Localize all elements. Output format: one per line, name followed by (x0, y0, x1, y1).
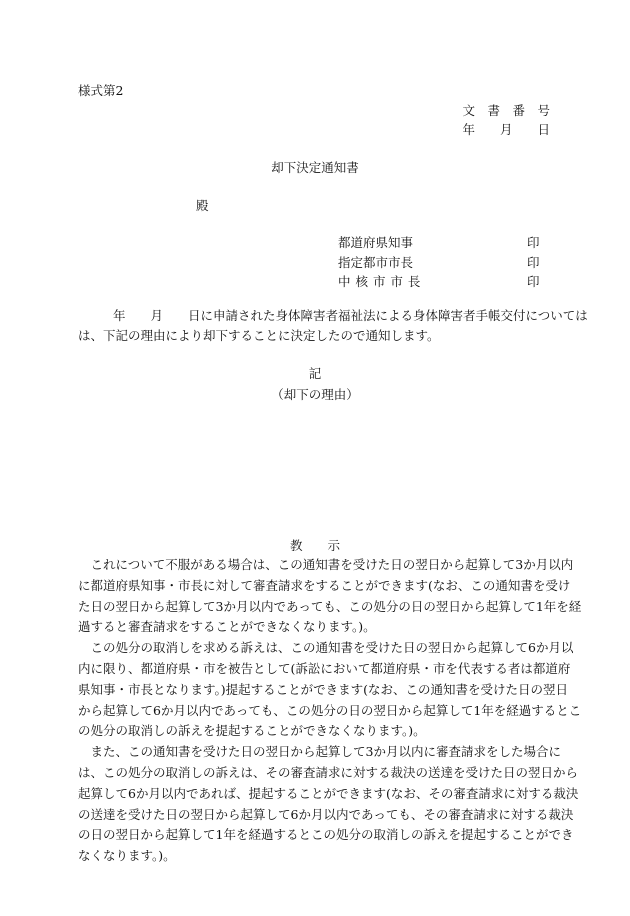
seal-mark: 印 (527, 255, 540, 270)
instruction-line: から起算して6か月以内であっても、この処分の日の翌日から起算して1年を経過するとこ (78, 702, 582, 718)
issuer-name: 都道府県知事 (338, 235, 414, 250)
form-number: 様式第2 (78, 83, 124, 98)
seal-mark: 印 (527, 235, 540, 250)
instruction-line: 起算して6か月以内であれば、提起することができます(なお、その審査請求に対する裁決 (78, 785, 579, 801)
issuer-name: 中 核 市 市 長 (338, 274, 421, 289)
seal-mark: 印 (527, 274, 540, 289)
instruction-line: この処分の取消しを求める訴えは、この通知書を受けた日の翌日から起算して6か月以 (78, 640, 574, 656)
reason-heading: （却下の理由） (271, 387, 359, 402)
instruction-line: た日の翌日から起算して3か月以内であっても、この処分の日の翌日から起算して1年を経 (78, 598, 582, 614)
instruction-line: の送達を受けた日の翌日から起算して6か月以内であっても、その審査請求に対する裁決 (78, 806, 574, 822)
instruction-line: に都道府県知事・市長に対して審査請求をすることができます(なお、この通知書を受け (78, 577, 571, 593)
instruction-line: は、この処分の取消しの訴えは、その審査請求に対する裁決の送達を受けた日の翌日から (78, 765, 579, 780)
instruction-line: 内に限り、都道府県・市を被告として(訴訟において都道府県・市を代表する者は都道府 (78, 661, 571, 676)
instruction-line: の処分の取消しの訴えを提起することができなくなります。)。 (78, 723, 426, 739)
document-title: 却下決定通知書 (271, 160, 359, 175)
instruction-line: 過すると審査請求をすることができなくなります。)。 (78, 619, 376, 635)
instruction-line: 県知事・市長となります。)提起することができます(なお、この通知書を受けた日の翌日 (78, 681, 569, 697)
instruction-line: の日の翌日から起算して1年を経過するとこの処分の取消しの訴えを提起することができ (78, 827, 574, 843)
instruction-heading: 教 示 (289, 538, 340, 553)
date-label: 年 月 日 (462, 122, 550, 137)
instruction-line: また、この通知書を受けた日の翌日から起算して3か月以内に審査請求をした場合に (78, 744, 561, 760)
issuer-name: 指定都市市長 (338, 255, 414, 270)
addressee-suffix: 殿 (196, 198, 209, 213)
ki-label: 記 (308, 366, 322, 381)
document-number-label: 文 書 番 号 (462, 103, 550, 118)
instruction-line: なくなります。)。 (78, 848, 176, 864)
notice-text-line: は、下記の理由により却下することに決定したので通知します。 (78, 328, 440, 343)
notice-text-line: 年 月 日に申請された身体障害者福祉法による身体障害者手帳交付については (113, 308, 588, 323)
instruction-line: これについて不服がある場合は、この通知書を受けた日の翌日から起算して3か月以内 (78, 557, 574, 572)
